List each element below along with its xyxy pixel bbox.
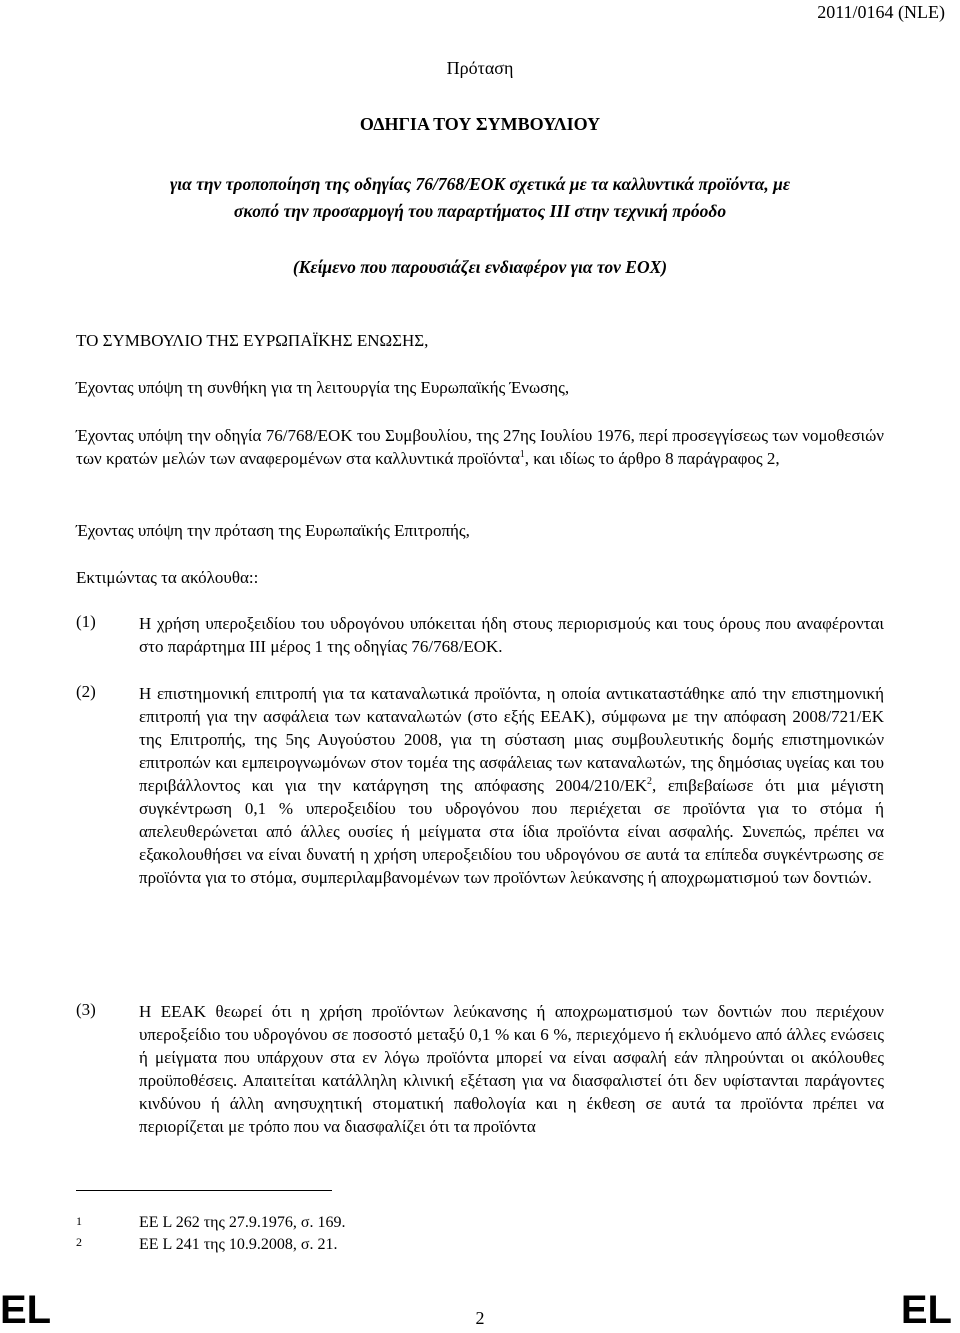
footnote-number-2: 2	[76, 1235, 82, 1249]
recital-number-3: (3)	[76, 1000, 96, 1019]
footnote-separator	[76, 1190, 332, 1191]
citation-directive-tail: , και ιδίως το άρθρο 8 παράγραφος 2,	[524, 449, 780, 468]
document-reference: 2011/0164 (NLE)	[817, 2, 945, 22]
recital-text-1: Η χρήση υπεροξειδίου του υδρογόνου υπόκειται ήδη στους περιορισμούς και τους όρους που αναφέρονται στο παράρτημα ΙΙΙ μέρος 1 της οδηγίας 76/768/ΕΟΚ.	[139, 614, 884, 656]
footnote-number-1: 1	[76, 1214, 82, 1228]
footnote-ref-2[interactable]: 2	[646, 776, 652, 787]
citation-proposal: Έχοντας υπόψη την πρόταση της Ευρωπαϊκής Επιτροπής,	[76, 521, 470, 540]
directive-subject	[0, 171, 960, 225]
recital-number-1: (1)	[76, 612, 96, 631]
recital-2-part-b: , επιβεβαίωσε ότι μια μέγιστη συγκέντρωση 0,1 % υπεροξειδίου του υδρογόνου που περιέχεται σε προϊόντα για το στόμα ή απελευθερώνεται από άλλες ουσίες ή μείγματα στα ίδια προϊόντα είναι ασφαλής. Συνεπώς, πρέπει να εξακολουθήσει να είναι δυνατή η χρήση υπεροξειδίου του υδρογόνου σε αυτά τα επίπεδα συγκέντρωσης σε προϊόντα για το στόμα, συμπεριλαμβανομένων των προϊόντων λεύκανσης ή αποχρωματισμού των δοντιών.	[139, 776, 884, 887]
citation-directive	[76, 424, 884, 470]
council-heading: ΤΟ ΣΥΜΒΟΥΛΙΟ ΤΗΣ ΕΥΡΩΠΑΪΚΗΣ ΕΝΩΣΗΣ,	[76, 331, 429, 350]
footnote-ref-1[interactable]: 1	[519, 449, 525, 460]
footer-language-left: EL	[0, 1288, 52, 1332]
subject-line-1: για την τροποποίηση της οδηγίας 76/768/ΕΟΚ σχετικά με τα καλλυντικά προϊόντα, με	[169, 174, 791, 194]
footnote-text-2: ΕΕ L 241 της 10.9.2008, σ. 21.	[139, 1236, 338, 1253]
footer-language-right: EL	[900, 1288, 952, 1332]
whereas-heading: Εκτιμώντας τα ακόλουθα::	[76, 568, 259, 587]
citation-directive-text: Έχοντας υπόψη την οδηγία 76/768/ΕΟΚ του Συμβουλίου, της 27ης Ιουλίου 1976, περί προσεγγίσεως των νομοθεσιών των κρατών μελών των αναφερομένων στα καλλυντικά προϊόντα	[76, 426, 884, 468]
page-number: 2	[475, 1308, 485, 1328]
footnote-text-1: ΕΕ L 262 της 27.9.1976, σ. 169.	[139, 1214, 346, 1231]
eea-relevance-note: (Κείμενο που παρουσιάζει ενδιαφέρον για τον ΕΟΧ)	[292, 257, 668, 277]
directive-title: ΟΔΗΓΙΑ ΤΟΥ ΣΥΜΒΟΥΛΙΟΥ	[359, 114, 601, 134]
proposal-label: Πρόταση	[446, 58, 514, 78]
recital-text-3: Η ΕΕΑΚ θεωρεί ότι η χρήση προϊόντων λεύκανσης ή αποχρωματισμού των δοντιών που περιέχουν υπεροξείδιο του υδρογόνου σε ποσοστό μεταξύ 0,1 % και 6 %, περιεχόμενο ή εκλυόμενο από άλλες ενώσεις ή μείγματα που υπάρχουν στα εν λόγω προϊόντα μπορεί να είναι ασφαλή εάν πληρούνται οι ακόλουθες προϋποθέσεις. Απαιτείται κατάλληλη κλινική εξέταση για να διασφαλιστεί ότι δεν υφίστανται παράγοντες κινδύνου ή άλλη ανησυχητική στοματική παθολογία και η έκθεση σε αυτά τα προϊόντα πρέπει να περιορίζεται με τρόπο που να διασφαλίζει ότι τα προϊόντα	[139, 1002, 884, 1136]
recital-number-2: (2)	[76, 682, 96, 701]
recital-text-2	[139, 682, 884, 889]
subject-line-2: σκοπό την προσαρμογή του παραρτήματος ΙΙΙ στην τεχνική πρόοδο	[233, 201, 727, 221]
recital-2-part-a: Η επιστημονική επιτροπή για τα καταναλωτικά προϊόντα, η οποία αντικαταστάθηκε από την επιστημονική επιτροπή για την ασφάλεια των καταναλωτών (στο εξής ΕΕΑΚ), σύμφωνα με την απόφαση 2008/721/ΕΚ της Επιτροπής, της 5ης Αυγούστου 2008, για τη σύσταση μιας συμβουλευτικής δομής επιστημονικών επιτροπών και εμπειρογνωμόνων στον τομέα της ασφάλειας των καταναλωτών, της δημόσιας υγείας και του περιβάλλοντος και για την κατάργηση της απόφασης 2004/210/ΕΚ	[139, 684, 884, 795]
citation-treaty: Έχοντας υπόψη τη συνθήκη για τη λειτουργία της Ευρωπαϊκής Ένωσης,	[76, 378, 570, 397]
